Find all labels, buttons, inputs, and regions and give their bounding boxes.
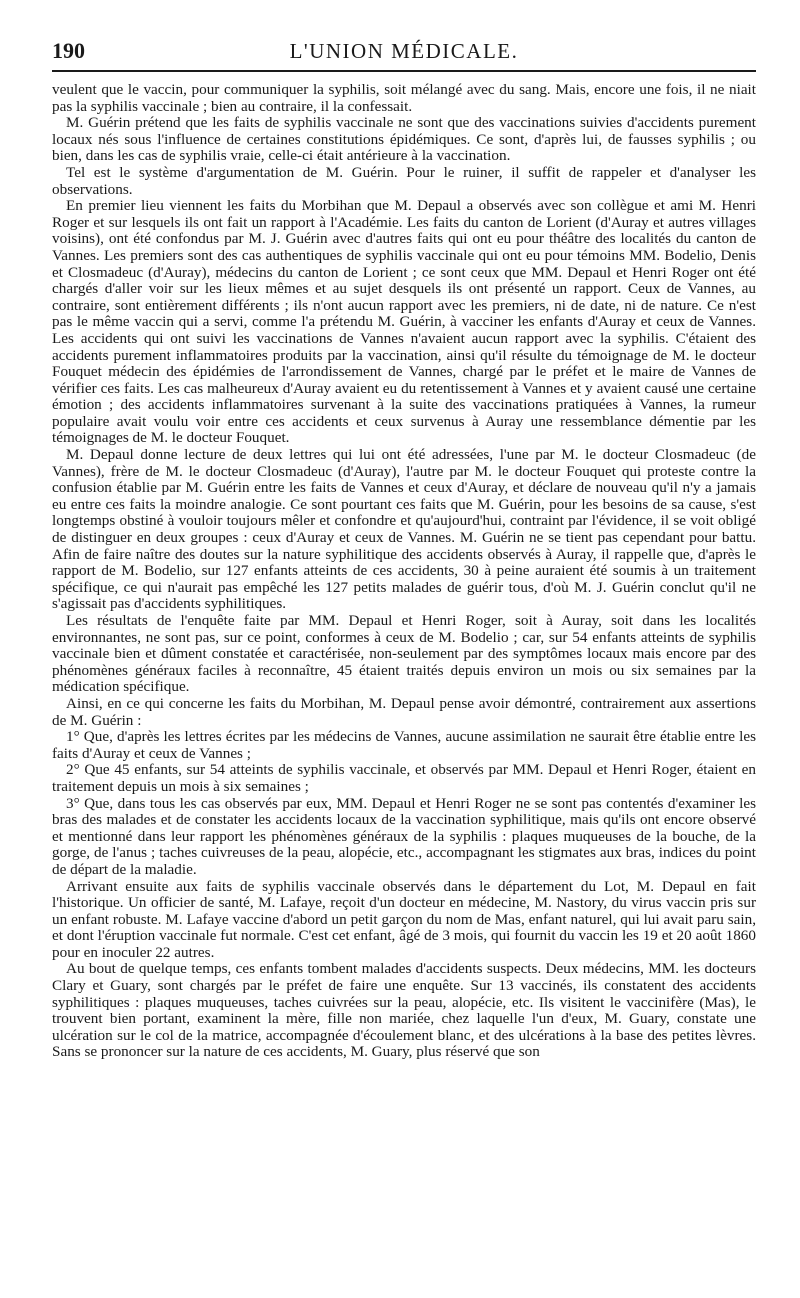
paragraph: Ainsi, en ce qui concerne les faits du Morbihan, M. Depaul pense avoir démontré, contrairement aux assertions de M. Guérin : (52, 694, 756, 729)
running-title: L'UNION MÉDICALE. (289, 39, 519, 63)
paragraph: En premier lieu viennent les faits du Morbihan que M. Depaul a observés avec son collègue et ami M. Henri Roger et sur lesquels ils ont fait un rapport à l'Académie. Les faits du canton de Lorient (d'Auray et autres villages voisins), ont été confondus par M. J. Guérin avec d'autres faits qui ont eu pour théâtre des localités du canton de Vannes. Les premiers sont des cas authentiques de syphilis vaccinale qui ont eu pour témoins MM. Bodelio, Denis et Closmadeuc (d'Auray), médecins du canton de Lorient ; ce sont ceux que MM. Depaul et Henri Roger ont été chargés d'aller voir sur les lieux mêmes et au sujet desquels ils ont présenté un rapport. Ceux de Vannes, au contraire, sont entièrement différents ; ils n'ont aucun rapport avec les premiers, ni de date, ni de nature. Ce n'est pas le même vaccin qui a servi, comme l'a prétendu M. Guérin, à vacciner les enfants d'Auray et ceux de Vannes. Les accidents qui ont suivi les vaccinations de Vannes n'avaient aucun rapport avec la syphilis. C'étaient des accidents purement inflammatoires produits par la vaccination, ainsi qu'il résulte du témoignage de M. le docteur Fouquet médecin des épidémies de l'arrondissement de Vannes, chargé par le préfet et le maire de Vannes de vérifier ces faits. Les cas malheureux d'Auray avaient eu du retentissement à Vannes et y avaient causé une certaine émotion ; des accidents inflammatoires survenant à la suite des vaccinations pratiquées à Vannes, la rumeur populaire avait voulu voir entre ces accidents et ceux survenus à Auray une ressemblance démentie par les témoignages de M. le docteur Fouquet. (52, 197, 756, 447)
list-item: 2° Que 45 enfants, sur 54 atteints de syphilis vaccinale, et observés par MM. Depaul et Henri Roger, étaient en traitement depuis un mois à six semaines ; (52, 761, 756, 795)
list-item: 1° Que, d'après les lettres écrites par les médecins de Vannes, aucune assimilation ne saurait être établie entre les faits d'Auray et ceux de Vannes ; (52, 728, 756, 762)
list-item: 3° Que, dans tous les cas observés par eux, MM. Depaul et Henri Roger ne se sont pas contentés d'examiner les bras des malades et de constater les accidents locaux de la vaccination syphilitique, mais qu'ils ont encore observé et mentionné dans leur rapport les phénomènes généraux de la syphilis : plaques muqueuses de la bouche, de la gorge, de l'anus ; taches cuivreuses de la peau, alopécie, etc., accompagnant les stigmates aux bras, indices du point de départ de la maladie. (52, 794, 756, 878)
paragraph: Au bout de quelque temps, ces enfants tombent malades d'accidents suspects. Deux médecins, MM. les docteurs Clary et Guary, sont chargés par le préfet de faire une enquête. Sur 13 vaccinés, ils constatent des accidents syphilitiques : plaques muqueuses, taches cuivrées sur la peau, alopécie, etc. Ils visitent le vaccinifère (Mas), le trouvent bien portant, examinent la mère, fille non mariée, chez laquelle l'un d'eux, M. Guary, constate une ulcération sur le col de la matrice, accompagnée d'écoulement blanc, et des ulcérations à la base des petites lèvres. Sans se prononcer sur la nature de ces accidents, M. Guary, plus réservé que son (52, 960, 756, 1061)
paragraph: M. Depaul donne lecture de deux lettres qui lui ont été adressées, l'une par M. le docteur Closmadeuc (de Vannes), frère de M. le docteur Closmadeuc (d'Auray), l'autre par M. le docteur Fouquet qui proteste contre la confusion établie par M. Guérin entre les faits de Vannes et ceux d'Auray, et déclare de nouveau qu'il n'y a jamais eu entre ces faits la moindre analogie. Ce sont pourtant ces faits que M. Guérin, pour les besoins de sa cause, s'est longtemps obstiné à vouloir toujours mêler et confondre et qu'aujourd'hui, contraint par l'évidence, il se voit obligé de distinguer en deux groupes : ceux d'Auray et ceux de Vannes. M. Guérin ne se tient pas cependant pour battu. Afin de faire naître des doutes sur la nature syphilitique des accidents observés à Auray, il rappelle que, d'après le rapport de M. Bodelio, sur 127 enfants atteints de ces accidents, 30 à peine auraient été soumis à un traitement spécifique, ce qui n'aurait pas empêché les 127 petits malades de guérir tous, d'où M. J. Guérin conclut qu'il ne s'agissait pas d'accidents syphilitiques. (52, 446, 756, 613)
paragraph: Les résultats de l'enquête faite par MM. Depaul et Henri Roger, soit à Auray, soit dans les localités environnantes, ne sont pas, sur ce point, conformes à ceux de M. Bodelio ; car, sur 54 enfants atteints de syphilis vaccinale bien et dûment constatée et caractérisée, non-seulement par des symptômes locaux mais encore par des phénomènes généraux faciles à reconnaître, 45 étaient traités depuis environ un mois ou six semaines par la médication spécifique. (52, 612, 756, 696)
header-rule (52, 70, 756, 72)
paragraph: veulent que le vaccin, pour communiquer la syphilis, soit mélangé avec du sang. Mais, encore une fois, il ne niait pas la syphilis vaccinale ; bien au contraire, il la confessait. (52, 81, 756, 115)
page-header (52, 38, 756, 64)
paragraph: Tel est le système d'argumentation de M. Guérin. Pour le ruiner, il suffit de rappeler et d'analyser les observations. (52, 163, 756, 198)
paragraph: Arrivant ensuite aux faits de syphilis vaccinale observés dans le département du Lot, M. Depaul en fait l'historique. Un officier de santé, M. Lafaye, reçoit d'un docteur en médecine, M. Nastory, du virus vaccin pris sur un enfant robuste. M. Lafaye vaccine d'abord un petit garçon du nom de Mas, enfant naturel, qui lui avait paru sain, et dont l'éruption vaccinale fut normale. C'est cet enfant, âgé de 3 mois, qui fournit du vaccin les 19 et 20 août 1860 pour en inoculer 22 autres. (52, 877, 756, 961)
paragraph: M. Guérin prétend que les faits de syphilis vaccinale ne sont que des vaccinations suivies d'accidents purement locaux nés sous l'influence de certaines constitutions épidémiques. Ce sont, d'après lui, de fausses syphilis ; ou bien, dans les cas de syphilis vraie, celle-ci était antérieure à la vaccination. (52, 114, 756, 165)
page-number: 190 (52, 38, 85, 63)
article-body (52, 82, 756, 1061)
